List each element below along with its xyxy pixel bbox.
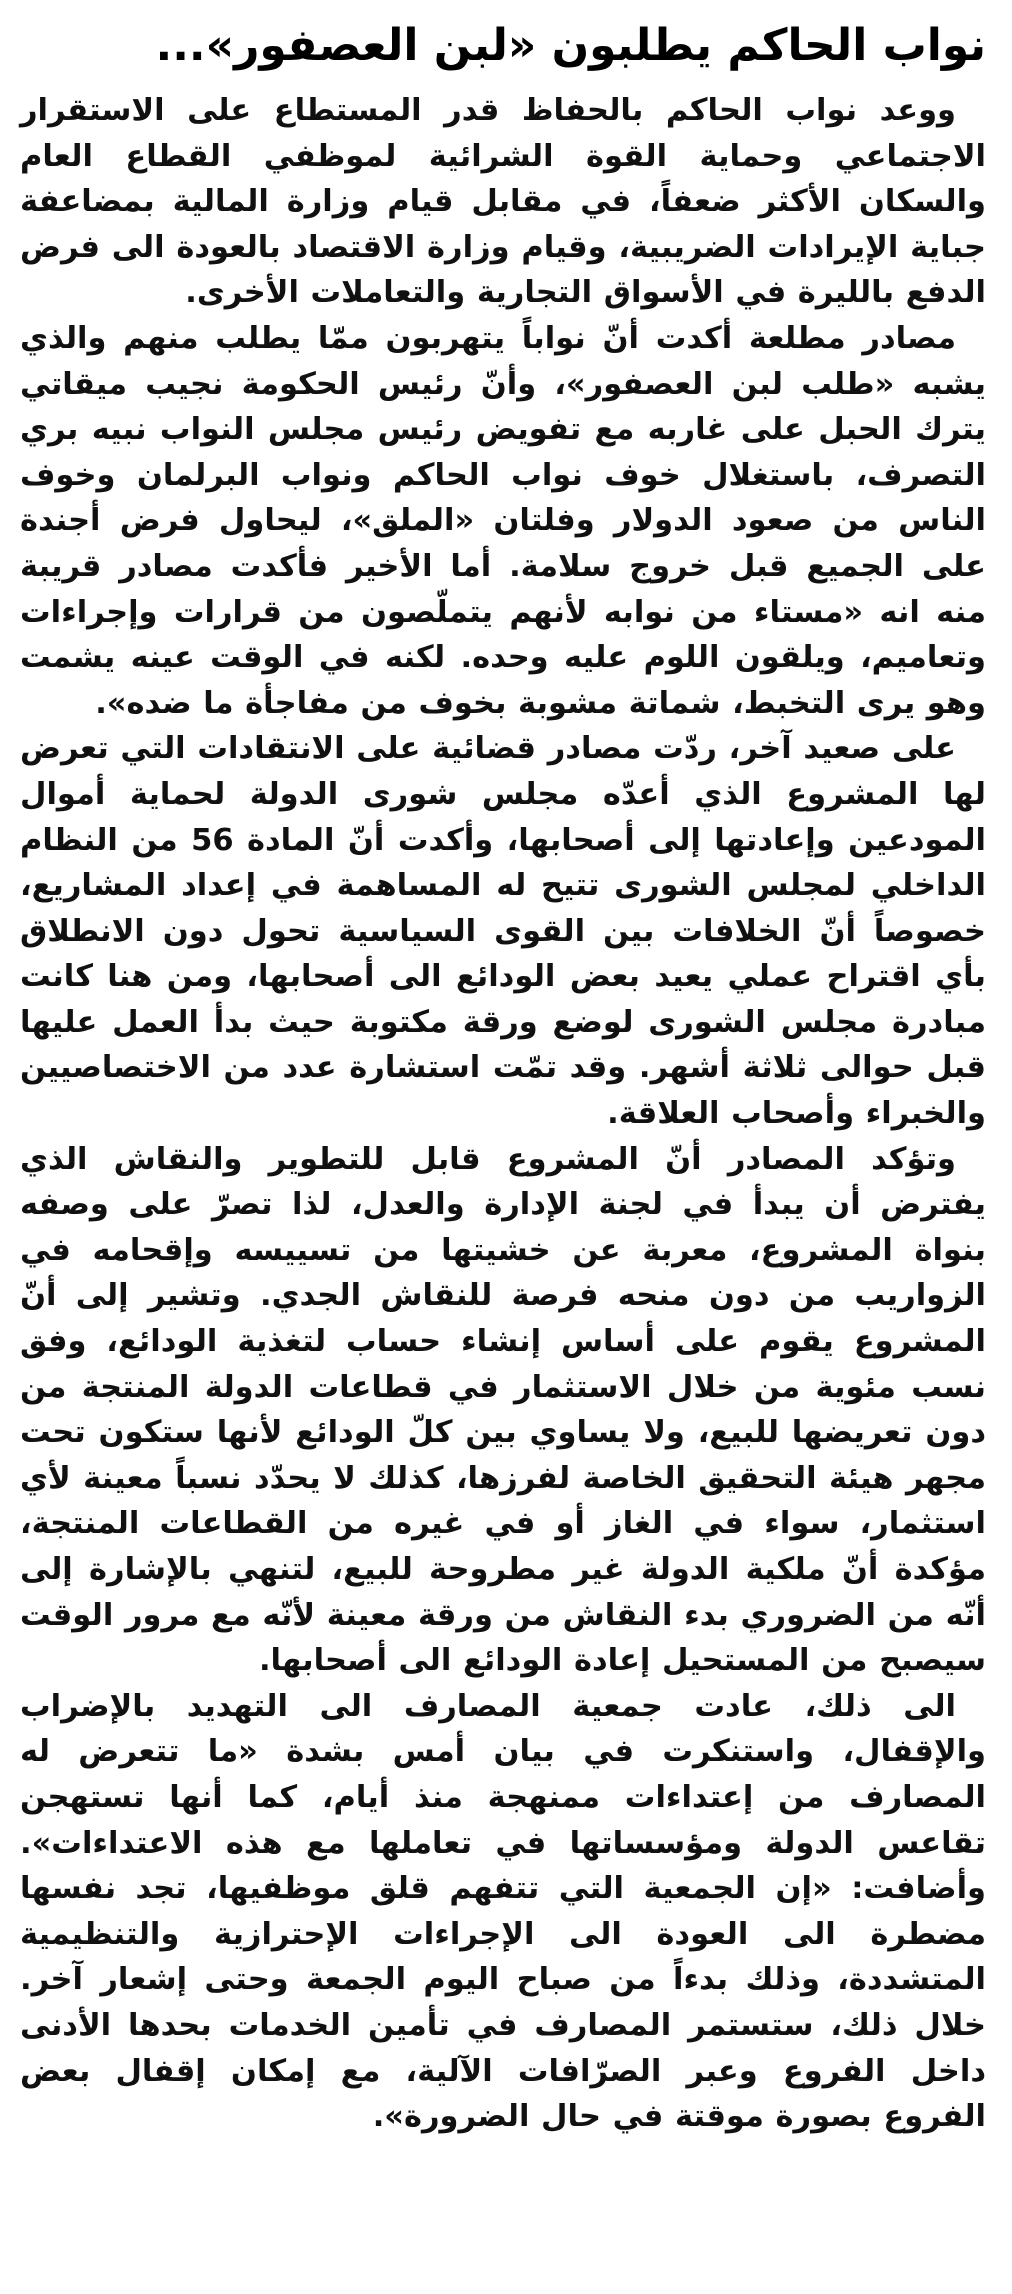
article-paragraph: على صعيد آخر، ردّت مصادر قضائية على الانتقادات التي تعرض لها المشروع الذي أعدّه مجلس شورى الدولة لحماية أموال المودعين وإعادتها إلى أصحابها، وأكدت أنّ المادة 56 من النظام الداخلي لمجلس الشورى تتيح له المساهمة في إعداد المشاريع، خصوصاً أنّ الخلافات بين القوى السياسية تحول دون الانطلاق بأي اقتراح عملي يعيد بعض الودائع الى أصحابها، ومن هنا كانت مبادرة مجلس الشورى لوضع ورقة مكتوبة حيث بدأ العمل عليها قبل حوالى ثلاثة أشهر. وقد تمّت استشارة عدد من الاختصاصيين والخبراء وأصحاب العلاقة.: [20, 731, 986, 1132]
article-body: [20, 88, 986, 2140]
article-paragraph: مصادر مطلعة أكدت أنّ نواباً يتهربون ممّا يطلب منهم والذي يشبه «طلب لبن العصفور»، وأنّ رئيس الحكومة نجيب ميقاتي يترك الحبل على غاربه مع تفويض رئيس مجلس النواب نبيه بري التصرف، باستغلال خوف نواب الحاكم ونواب البرلمان وخوف الناس من صعود الدولار وفلتان «الملق»، ليحاول فرض أجندة على الجميع قبل خروج سلامة. أما الأخير فأكدت مصادر قريبة منه انه «مستاء من نوابه لأنهم يتملّصون من قرارات وإجراءات وتعاميم، ويلقون اللوم عليه وحده. لكنه في الوقت عينه يشمت وهو يرى التخبط، شماتة مشوبة بخوف من مفاجأة ما ضده».: [20, 320, 986, 721]
article-paragraph: الى ذلك، عادت جمعية المصارف الى التهديد بالإضراب والإقفال، واستنكرت في بيان أمس بشدة «ما تتعرض له المصارف من إعتداءات ممنهجة منذ أيام، كما أنها تستهجن تقاعس الدولة ومؤسساتها في تعاملها مع هذه الاعتداءات». وأضافت: «إن الجمعية التي تتفهم قلق موظفيها، تجد نفسها مضطرة الى العودة الى الإجراءات الإحترازية والتنظيمية المتشددة، وذلك بدءاً من صباح اليوم الجمعة وحتى إشعار آخر. خلال ذلك، ستستمر المصارف في تأمين الخدمات بحدها الأدنى داخل الفروع وعبر الصرّافات الآلية، مع إمكان إقفال بعض الفروع بصورة موقتة في حال الضرورة».: [20, 1688, 986, 2135]
article-paragraph: ووعد نواب الحاكم بالحفاظ قدر المستطاع على الاستقرار الاجتماعي وحماية القوة الشرائية لموظفي القطاع العام والسكان الأكثر ضعفاً، في مقابل قيام وزارة المالية بمضاعفة جباية الإيرادات الضريبية، وقيام وزارة الاقتصاد بالعودة الى فرض الدفع بالليرة في الأسواق التجارية والتعاملات الأخرى.: [20, 93, 986, 311]
article-paragraph: وتؤكد المصادر أنّ المشروع قابل للتطوير والنقاش الذي يفترض أن يبدأ في لجنة الإدارة والعدل، لذا تصرّ على وصفه بنواة المشروع، معربة عن خشيتها من تسييسه وإقحامه في الزواريب من دون منحه فرصة للنقاش الجدي. وتشير إلى أنّ المشروع يقوم على أساس إنشاء حساب لتغذية الودائع، وفق نسب مئوية من خلال الاستثمار في قطاعات الدولة المنتجة من دون تعريضها للبيع، ولا يساوي بين كلّ الودائع لأنها ستكون تحت مجهر هيئة التحقيق الخاصة لفرزها، كذلك لا يحدّد نسباً معينة لأي استثمار، سواء في الغاز أو في غيره من القطاعات المنتجة، مؤكدة أنّ ملكية الدولة غير مطروحة للبيع، لتنهي بالإشارة إلى أنّه من الضروري بدء النقاش من ورقة معينة لأنّه مع مرور الوقت سيصبح من المستحيل إعادة الودائع الى أصحابها.: [20, 1141, 986, 1679]
article-headline: نواب الحاكم يطلبون «لبن العصفور»...: [155, 20, 986, 71]
